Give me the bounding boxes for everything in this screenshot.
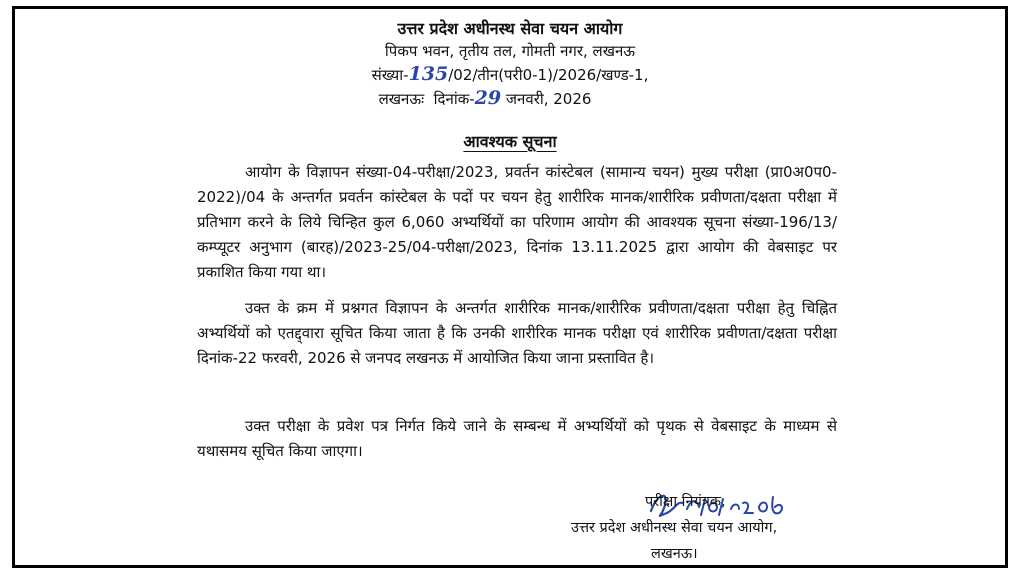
org-title: उत्तर प्रदेश अधीनस्थ सेवा चयन आयोग xyxy=(397,19,623,38)
paragraph-3: उक्त परीक्षा के प्रवेश पत्र निर्गत किये जाने के सम्बन्ध में अभ्यर्थियों को पृथक से वेबसाइट के माध्यम से यथासमय सूचित किया जाएगा। xyxy=(197,417,837,460)
issue-date xyxy=(15,87,1005,111)
letterhead xyxy=(15,17,1005,111)
date-suffix: जनवरी, 2026 xyxy=(501,90,592,108)
signatory-city: लखनऊ। xyxy=(651,546,698,562)
date-handwritten: 29 xyxy=(474,87,502,109)
signatory-org: उत्तर प्रदेश अधीनस्थ सेवा चयन आयोग, xyxy=(571,520,778,536)
date-prefix: लखनऊः दिनांक- xyxy=(378,90,475,108)
subject-text: आवश्यक सूचना xyxy=(463,132,557,151)
reference-number xyxy=(15,63,1005,87)
ref-handwritten: 135 xyxy=(408,63,449,85)
paragraph-1: आयोग के विज्ञापन संख्या-04-परीक्षा/2023, प्रवर्तन कांस्टेबल (सामान्य चयन) मुख्य परीक्षा (प्रा0अ0प0-2022)/04 के अन्तर्गत प्रवर्तन कांस्टेबल के पदों पर चयन हेतु शारीरिक मानक/शारीरिक प्रवीणता/दक्षता परीक्षा में प्रतिभाग करने के लिये चिन्हित कुल 6,060 अभ्यर्थियों का परिणाम आयोग की आवश्यक सूचना संख्या-196/13/कम्प्यूटर अनुभाग (बारह)/2023-25/04-परीक्षा/2023, दिनांक 13.11.2025 द्वारा आयोग की वेबसाइट पर प्रकाशित किया गया था। xyxy=(197,163,837,281)
ref-prefix: संख्या- xyxy=(371,66,409,84)
ref-suffix: /02/तीन(परी0-1)/2026/खण्ड-1, xyxy=(448,66,649,84)
signature-block xyxy=(571,489,777,567)
org-address: पिकप भवन, तृतीय तल, गोमती नगर, लखनऊ xyxy=(384,42,636,60)
signatory-designation: परीक्षा नियंत्रक, xyxy=(645,494,726,510)
paragraph-2: उक्त के क्रम में प्रश्नगत विज्ञापन के अन्तर्गत शारीरिक मानक/शारीरिक प्रवीणता/दक्षता परीक्षा हेतु चिह्नित अभ्यर्थियों को एतद्द्वारा सूचित किया जाता है कि उनकी शारीरिक मानक परीक्षा एवं शारीरिक प्रवीणता/दक्षता परीक्षा दिनांक-22 फरवरी, 2026 से जनपद लखनऊ में आयोजित किया जाना प्रस्तावित है। xyxy=(197,299,837,367)
notice-subject xyxy=(15,130,1005,152)
document-frame xyxy=(12,6,1008,568)
